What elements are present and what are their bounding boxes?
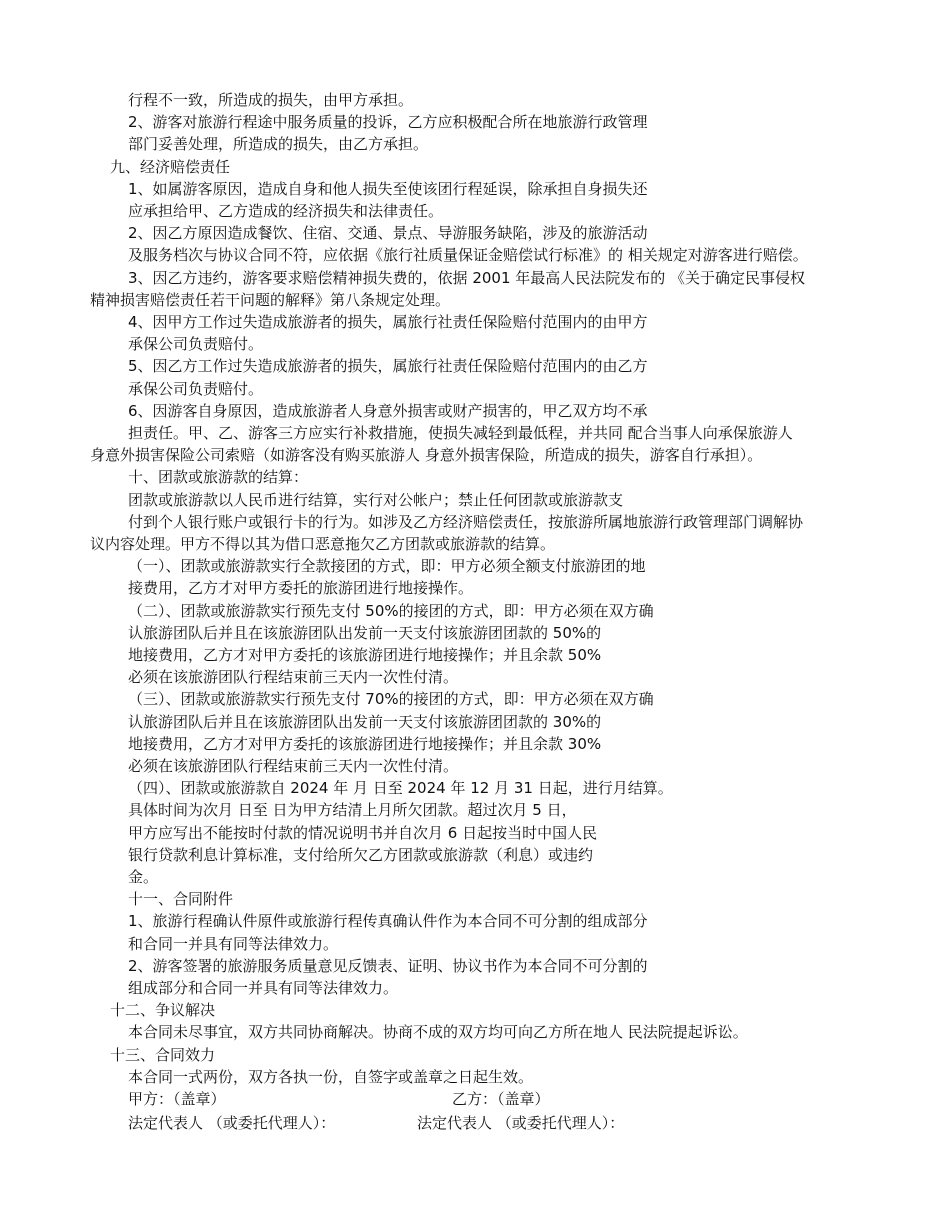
text-line: 2、游客对旅游行程途中服务质量的投诉，乙方应积极配合所在地旅游行政管理 <box>128 113 648 132</box>
text-line: 十一、合同附件 <box>128 890 234 909</box>
party-a-seal-label: 甲方：（盖章） <box>128 1090 226 1108</box>
text-line: 应承担给甲、乙方造成的经济损失和法律责任。 <box>128 202 444 220</box>
text-line: 本合同一式两份，双方各执一份，自签字或盖章之日起生效。 <box>128 1067 534 1086</box>
text-line: 精神损害赔偿责任若干问题的解释》第八条规定处理。 <box>90 290 451 309</box>
text-line: 本合同未尽事宜，双方共同协商解决。协商不成的双方均可向乙方所在地人 民法院提起诉讼。 <box>128 1023 748 1042</box>
text-line: 2、游客签署的旅游服务质量意见反馈表、证明、协议书作为本合同不可分割的 <box>128 956 648 975</box>
text-line: 行程不一致，所造成的损失，由甲方承担。 <box>128 91 414 109</box>
text-line: 甲方应写出不能按时付款的情况说明书并自次月 6 日起按当时中国人民 <box>128 823 598 842</box>
text-line: 组成部分和合同一并具有同等法律效力。 <box>128 979 399 997</box>
text-line: 议内容处理。甲方不得以其为借口恶意拖欠乙方团款或旅游款的结算。 <box>90 535 556 553</box>
text-line: 地接费用，乙方才对甲方委托的该旅游团进行地接操作；并且余款 30% <box>128 734 602 753</box>
text-line: 必须在该旅游团队行程结束前三天内一次性付清。 <box>128 668 459 687</box>
text-line: 5、因乙方工作过失造成旅游者的损失，属旅行社责任保险赔付范围内的由乙方 <box>128 357 648 376</box>
text-line: 6、因游客自身原因，造成旅游者人身意外损害或财产损害的，甲乙双方均不承 <box>128 401 648 420</box>
text-line: 付到个人银行账户或银行卡的行为。如涉及乙方经济赔偿责任，按旅游所属地旅游行政管理部门调解协 <box>128 512 804 531</box>
text-line: 及服务档次与协议合同不符，应依据《旅行社质量保证金赔偿试行标准》的 相关规定对游客进行赔偿。 <box>128 246 808 265</box>
text-line: 部门妥善处理，所造成的损失，由乙方承担。 <box>128 135 429 154</box>
text-line: 1、如属游客原因，造成自身和他人损失至使该团行程延误，除承担自身损失还 <box>128 179 648 198</box>
text-line: 九、经济赔偿责任 <box>110 157 231 176</box>
text-line: 团款或旅游款以人民币进行结算，实行对公帐户；禁止任何团款或旅游款支 <box>128 490 624 509</box>
text-line: 担责任。甲、乙、游客三方应实行补救措施，使损失减轻到最低程，并共同 配合当事人向承保旅游人 <box>128 424 793 442</box>
text-line: 3、因乙方违约，游客要求赔偿精神损失费的，依据 2001 年最高人民法院发布的 《关于确定民事侵权 <box>128 268 806 287</box>
text-line: （四）、团款或旅游款自 2024 年 月 日至 2024 年 12 月 31 日起，进行月结算。 <box>128 779 673 798</box>
party-a-representative-label: 法定代表人 （或委托代理人）： <box>128 1114 336 1132</box>
party-b-representative-label: 法定代表人 （或委托代理人）： <box>417 1114 625 1132</box>
text-line: 银行贷款利息计算标准，支付给所欠乙方团款或旅游款（利息）或违约 <box>128 845 594 864</box>
text-line: 承保公司负责赔付。 <box>128 335 264 354</box>
party-b-seal-label: 乙方：（盖章） <box>452 1090 550 1108</box>
text-line: 必须在该旅游团队行程结束前三天内一次性付清。 <box>128 757 459 775</box>
text-line: 1、旅游行程确认件原件或旅游行程传真确认件作为本合同不可分割的组成部分 <box>128 912 648 931</box>
text-line: 十二、争议解决 <box>110 1001 216 1020</box>
text-line: 2、因乙方原因造成餐饮、住宿、交通、景点、导游服务缺陷，涉及的旅游活动 <box>128 224 648 243</box>
text-line: 接费用，乙方才对甲方委托的旅游团进行地接操作。 <box>128 579 474 598</box>
text-line: 十、团款或旅游款的结算： <box>128 468 309 487</box>
text-line: 认旅游团队后并且在该旅游团队出发前一天支付该旅游团团款的 30%的 <box>128 712 602 731</box>
text-line: 金。 <box>128 868 159 886</box>
text-line: （一）、团款或旅游款实行全款接团的方式，即：甲方必须全额支付旅游团的地 <box>128 557 646 576</box>
text-line: 和合同一并具有同等法律效力。 <box>128 934 339 953</box>
text-line: （二）、团款或旅游款实行预先支付 50%的接团的方式，即：甲方必须在双方确 <box>128 601 654 620</box>
text-line: 认旅游团队后并且在该旅游团队出发前一天支付该旅游团团款的 50%的 <box>128 623 602 642</box>
text-line: 地接费用，乙方才对甲方委托的该旅游团进行地接操作；并且余款 50% <box>128 646 602 664</box>
text-line: 身意外损害保险公司索赔（如游客没有购买旅游人 身意外损害保险，所造成的损失，游客自行承担）。 <box>90 446 763 465</box>
text-line: （三）、团款或旅游款实行预先支付 70%的接团的方式，即：甲方必须在双方确 <box>128 690 654 709</box>
text-line: 具体时间为次月 日至 日为甲方结清上月所欠团款。超过次月 5 日， <box>128 801 577 820</box>
text-line: 承保公司负责赔付。 <box>128 379 264 398</box>
text-line: 4、因甲方工作过失造成旅游者的损失，属旅行社责任保险赔付范围内的由甲方 <box>128 313 648 331</box>
text-line: 十三、合同效力 <box>110 1045 216 1064</box>
